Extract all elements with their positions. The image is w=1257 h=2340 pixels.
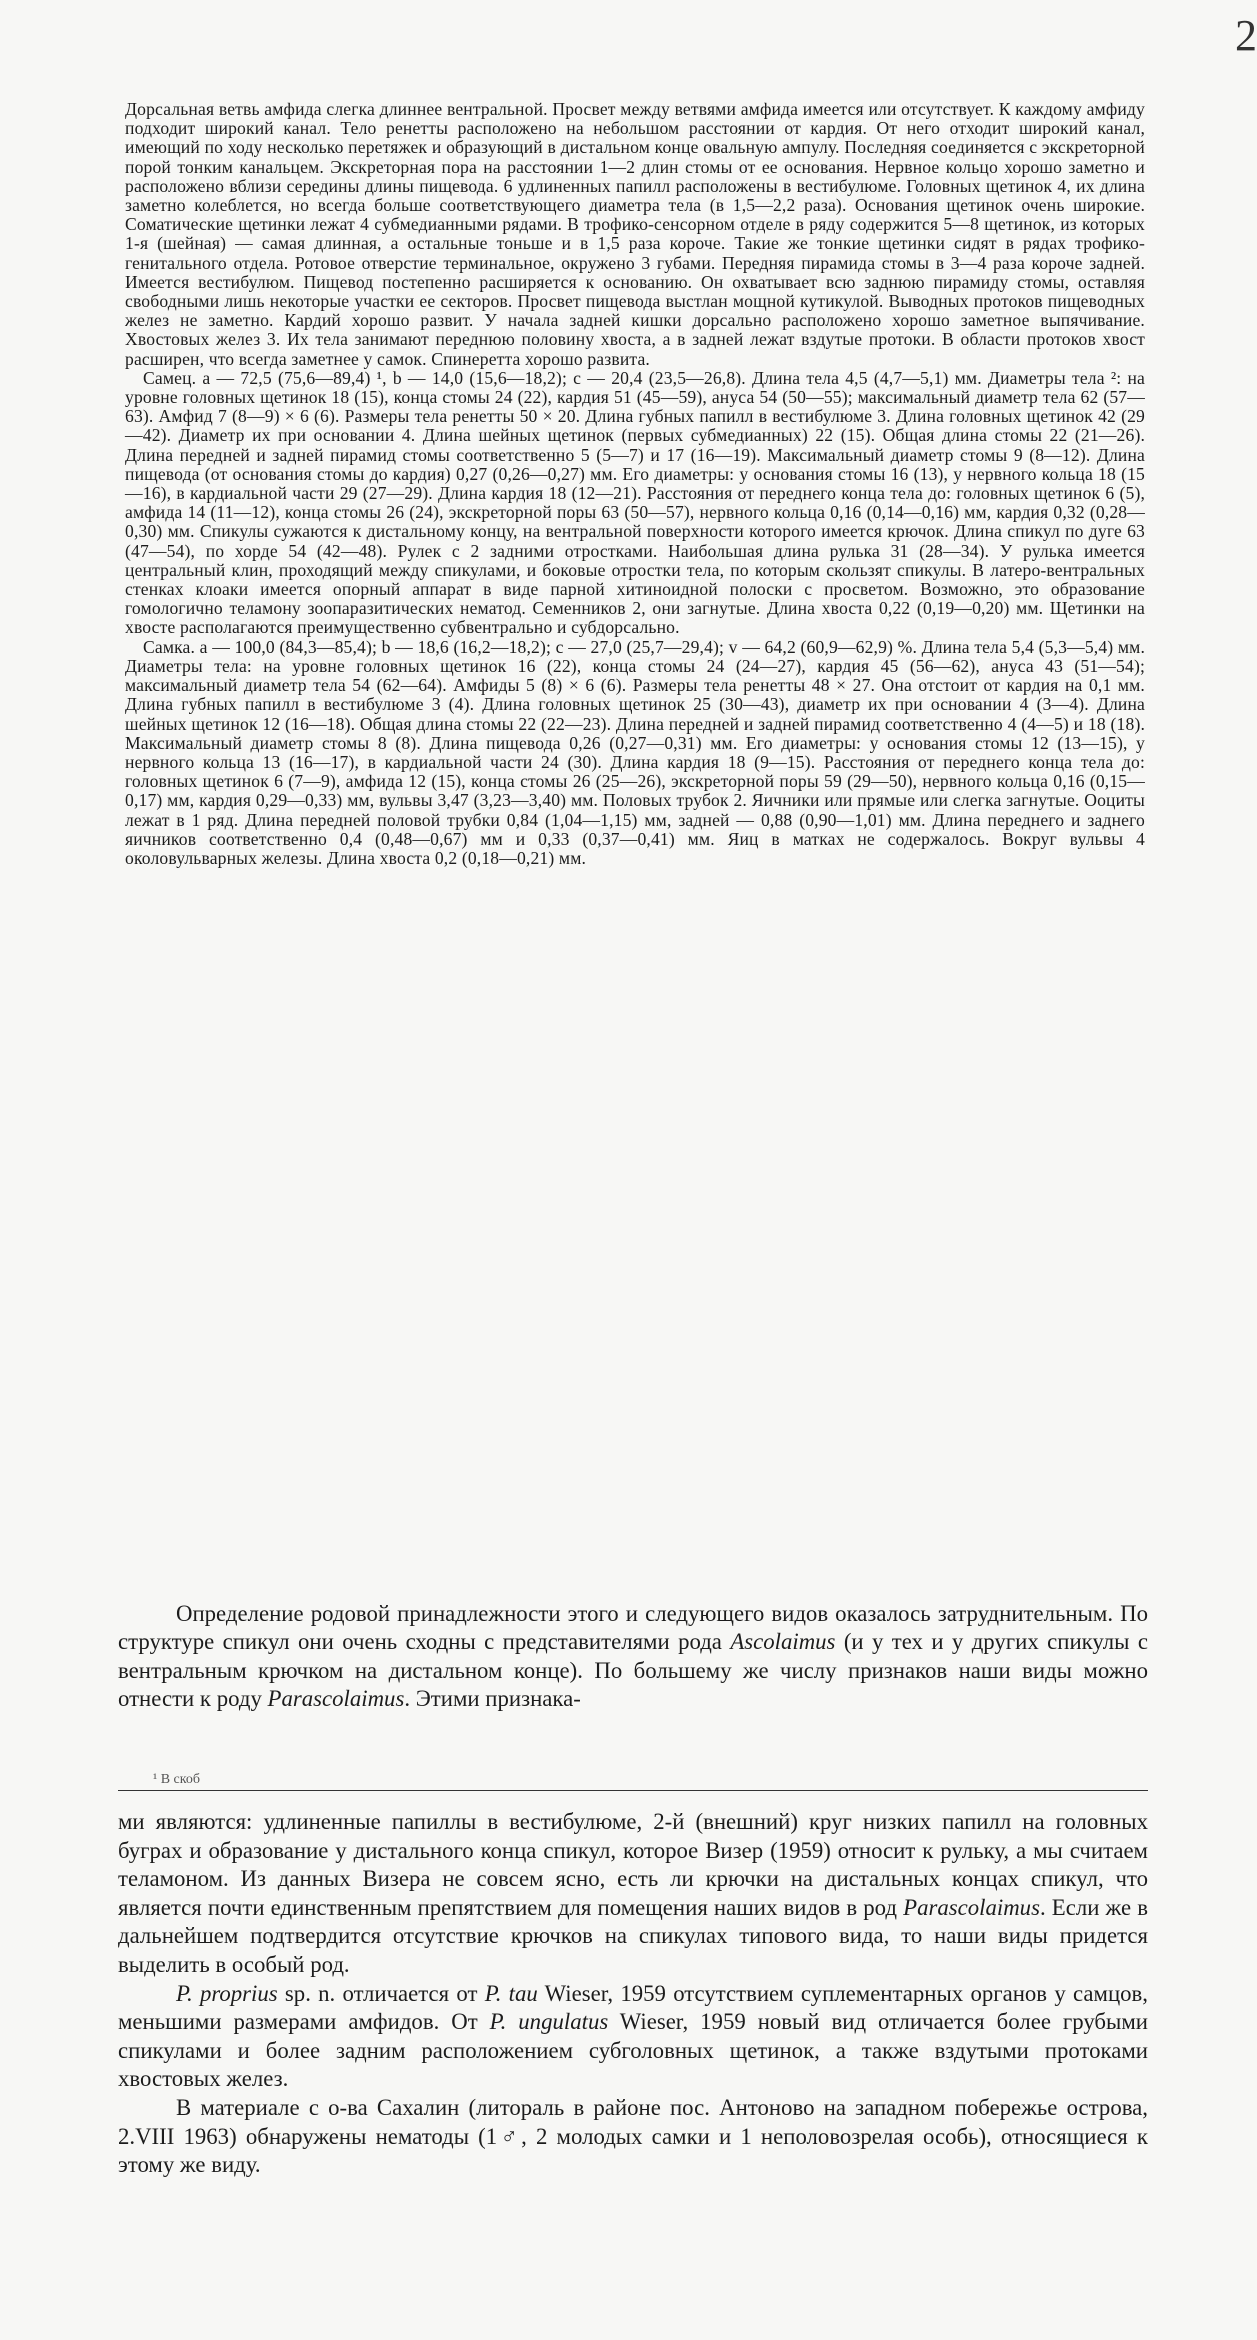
female-measurements-paragraph: Самка. a — 100,0 (84,3—85,4); b — 18,6 (16,2—18,2); c — 27,0 (25,7—29,4); v — 64,2 (60,9—62,9) %. Длина тела 5,4 (5,3—5,4) мм. Диаметры тела: на уровне головных щетинок 16 (22), конца стомы 24 (24—27), кардия 45 (56—62), ануса 43 (51—54); максимальный диаметр тела 54 (62—64). Амфиды 5 (8) × 6 (6). Размеры тела ренетты 48 × 27. Она отстоит от кардия на 0,1 мм. Длина губных папилл в вестибулюме 3 (4). Длина головных щетинок 25 (30—43), диаметр их при основании 4 (3—4). Длина шейных щетинок 12 (16—18). Общая длина стомы 22 (22—23). Длина передней и задней пирамид соответственно 4 (4—5) и 18 (18). Максимальный диаметр стомы 8 (8). Длина пищевода 0,26 (0,27—0,31) мм. Его диаметры: у основания стомы 12 (13—15), у нервного кольца 13 (16—17), в кардиальной части 24 (30). Длина кардия 18 (9—15). Расстояния от переднего конца тела до: головных щетинок 6 (7—9), амфида 12 (15), конца стомы 26 (25—26), экскреторной поры 59 (29—50), нервного кольца 0,16 (0,15—0,17) мм, кардия 0,29—0,33) мм, вульвы 3,47 (3,23—3,40) мм. Половых трубок 2. Яичники или прямые или слегка загнутые. Ооциты лежат в 1 ряд. Длина передней половой трубки 0,84 (1,04—1,15) мм, задней — 0,88 (0,90—1,01) мм. Длина переднего и заднего яичников соответственно 0,4 (0,48—0,67) мм и 0,33 (0,37—0,41) мм. Яиц в матках не содержалось. Вокруг вульвы 4 околовульварных железы. Длина хвоста 0,2 (0,18—0,21) мм. bbox=[125, 636, 1145, 868]
text-run: . Если же в дальнейшем подтвердится отсутствие крючков на спикулах типового вида, то наши виды придется выделить в особый род. bbox=[118, 1894, 1148, 1977]
species-comparison-paragraph bbox=[118, 1980, 1148, 2094]
text-run: Определение родовой принадлежности этого и следующего видов оказалось затруднительным. По структуре спикул они очень сходны с представителями рода bbox=[118, 1601, 1148, 1655]
text-run: Wieser, 1959 новый вид отличается более грубыми спикулами и более задним расположением субголовных щетинок, а также вздутыми протоками хвостовых желез. bbox=[118, 2009, 1148, 2092]
material-paragraph: В материале с о-ва Сахалин (литораль в районе пос. Антоново на западном побережье острова, 2.VIII 1963) обнаружены нематоды (1♂, 2 молодых самки и 1 неполовозрелая особь), относящиеся к этому же виду. bbox=[118, 2094, 1148, 2178]
description-block bbox=[125, 100, 1145, 868]
species-name: P. ungulatus bbox=[489, 2009, 609, 2035]
genus-discussion-block bbox=[118, 1600, 1148, 1714]
genus-name: Parascolaimus bbox=[267, 1686, 405, 1712]
genus-discussion-paragraph bbox=[118, 1600, 1148, 1714]
text-run: sp. n. отличается от bbox=[277, 1980, 485, 2006]
text-run: . Этими признака- bbox=[404, 1686, 581, 1712]
footnote-separator bbox=[118, 1770, 1148, 1806]
description-paragraph: Дорсальная ветвь амфида слегка длиннее вентральной. Просвет между ветвями амфида имеется или отсутствует. К каждому амфиду подходит широкий канал. Тело ренетты расположено на небольшом расстоянии от кардия. От него отходит широкий канал, имеющий по ходу несколько перетяжек и образующий в дистальном конце овальную ампулу. Последняя соединяется с экскреторной порой тонким канальцем. Экскреторная пора на расстоянии 1—2 длин стомы от ее основания. Нервное кольцо хорошо заметно и расположено вблизи середины длины пищевода. 6 удлиненных папилл расположены в вестибулюме. Головных щетинок 4, их длина заметно колеблется, но всегда больше соответствующего диаметра тела (в 1,5—2,2 раза). Основания щетинок очень широкие. Соматические щетинки лежат 4 субмедианными рядами. В трофико-сенсорном отделе в ряду содержится 5—8 щетинок, из которых 1-я (шейная) — самая длинная, а остальные тоньше и в 1,5 раза короче. Такие же тонкие щетинки сидят в рядах трофико-генитального отдела. Ротовое отверстие терминальное, окружено 3 губами. Передняя пирамида стомы в 3—4 раза короче задней. Имеется вестибулюм. Пищевод постепенно расширяется к основанию. Он охватывает всю заднюю пирамиду стомы, оставляя свободными лишь некоторые участки ее секторов. Просвет пищевода выстлан мощной кутикулой. Выводных протоков пищеводных желез не заметно. Кардий хорошо развит. У начала задней кишки дорсально расположено хорошо заметное выпячивание. Хвостовых желез 3. Их тела занимают переднюю половину хвоста, а в задней лежат вздутые протоки. В области протоков хвост расширен, что всегда заметнее у самок. Спинеретта хорошо развита. bbox=[125, 99, 1145, 369]
continuation-block bbox=[118, 1808, 1148, 2180]
footnote-rule bbox=[118, 1790, 1148, 1791]
footnote-mark: ¹ В скоб bbox=[153, 1772, 200, 1787]
species-name: P. tau bbox=[484, 1980, 538, 2006]
genus-name: Ascolaimus bbox=[730, 1629, 836, 1655]
page-corner-mark: 2 bbox=[1235, 11, 1257, 60]
species-name: P. proprius bbox=[176, 1980, 278, 2006]
continuation-paragraph bbox=[118, 1808, 1148, 1980]
text-run: (и у тех и у других спикулы с вентральным крючком на дистальном конце). По большему же числу признаков наши виды можно отнести к роду bbox=[118, 1629, 1148, 1712]
text-run: Wieser, 1959 отсутствием суплементарных органов у самцов, меньшими размерами амфидов. От bbox=[118, 1980, 1148, 2035]
genus-name: Parascolaimus bbox=[903, 1894, 1040, 1920]
male-measurements-paragraph: Самец. a — 72,5 (75,6—89,4) ¹, b — 14,0 (15,6—18,2); c — 20,4 (23,5—26,8). Длина тела 4,5 (4,7—5,1) мм. Диаметры тела ²: на уровне головных щетинок 18 (15), конца стомы 24 (22), кардия 51 (45—59), ануса 54 (50—55); максимальный диаметр тела 62 (57—63). Амфид 7 (8—9) × 6 (6). Размеры тела ренетты 50 × 20. Длина губных папилл в вестибулюме 3. Длина головных щетинок 42 (29—42). Диаметр их при основании 4. Длина шейных щетинок (первых субмедианных) 22 (15). Общая длина стомы 22 (21—26). Длина передней и задней пирамид стомы соответственно 5 (5—7) и 17 (16—19). Максимальный диаметр стомы 9 (8—12). Длина пищевода (от основания стомы до кардия) 0,27 (0,26—0,27) мм. Его диаметры: у основания стомы 16 (13), у нервного кольца 18 (15—16), в кардиальной части 29 (27—29). Длина кардия 18 (12—21). Расстояния от переднего конца тела до: головных щетинок 6 (5), амфида 14 (11—12), конца стомы 26 (24), экскреторной поры 63 (50—57), нервного кольца 0,16 (0,14—0,16) мм, кардия 0,32 (0,28—0,30) мм. Спикулы сужаются к дистальному концу, на вентральной поверхности которого имеется крючок. Длина спикул по дуге 63 (47—54), по хорде 54 (42—48). Рулек с 2 задними отростками. Наибольшая длина рулька 31 (28—34). У рулька имеется центральный клин, проходящий между спикулами, и боковые отростки тела, по которым скользят спикулы. В латеро-вентральных стенках клоаки имеется опорный аппарат в виде парной хитиноидной полоски с просветом. Возможно, это образование гомологично теламону зоопаразитических нематод. Семенников 2, они загнутые. Длина хвоста 0,22 (0,19—0,20) мм. Щетинки на хвосте располагаются преимущественно субвентрально и субдорсально. bbox=[125, 367, 1145, 638]
text-run: ми являются: удлиненные папиллы в вестибулюме, 2-й (внешний) круг низких папилл на головных буграх и образование у дистального конца спикул, которое Визер (1959) относит к рульку, а мы считаем теламоном. Из данных Визера не совсем ясно, есть ли крючки на дистальных концах спикул, что является почти единственным препятствием для помещения наших видов в род bbox=[118, 1809, 1148, 1920]
